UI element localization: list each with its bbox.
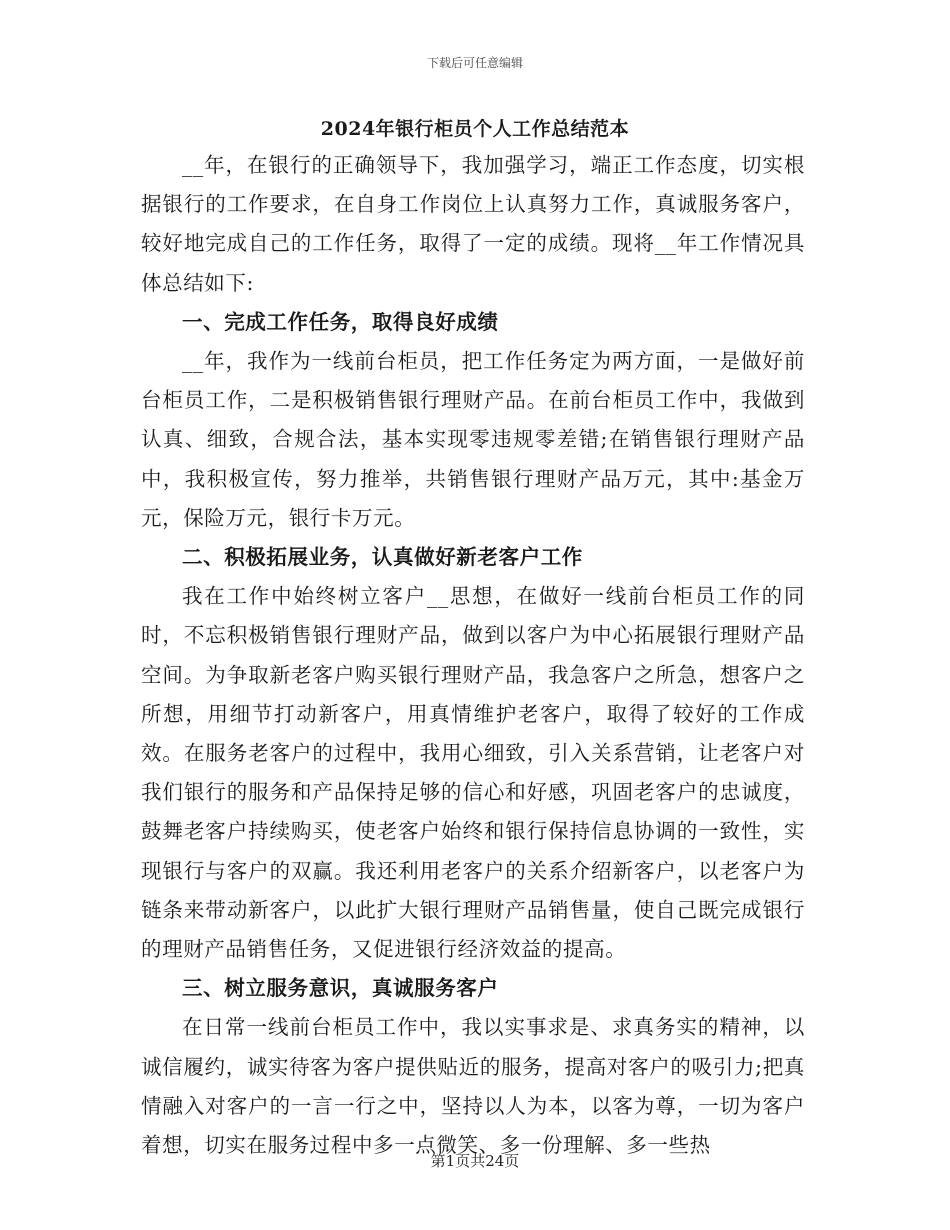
header-note: 下载后可任意编辑 xyxy=(426,56,523,70)
paragraph-section-1: __年，我作为一线前台柜员，把工作任务定为两方面，一是做好前台柜员工作，二是积极销售银行理财产品。在前台柜员工作中，我做到认真、细致，合规合法，基本实现零违规零差错;在销售银行理财产品中，我积极宣传，努力推举，共销售银行理财产品万元，其中:基金万元，保险万元，银行卡万元。 xyxy=(141,349,805,530)
document-title: 2024年银行柜员个人工作总结范本 xyxy=(320,118,630,140)
section-heading-1: 一、完成工作任务，取得良好成绩 xyxy=(182,309,499,334)
page-number-footer: 第1页共24页 xyxy=(430,1152,520,1170)
paragraph-section-2: 我在工作中始终树立客户__思想，在做好一线前台柜员工作的同时，不忘积极销售银行理财产品，做到以客户为中心拓展银行理财产品空间。为争取新老客户购买银行理财产品，我急客户之所急，想客户之所想，用细节打动新客户，用真情维护老客户，取得了较好的工作成效。在服务老客户的过程中，我用心细致，引入关系营销，让老客户对我们银行的服务和产品保持足够的信心和好感，巩固老客户的忠诚度，鼓舞老客户持续购买，使老客户始终和银行保持信息协调的一致性，实现银行与客户的双赢。我还利用老客户的关系介绍新客户，以老客户为链条来带动新客户，以此扩大银行理财产品销售量，使自己既完成银行的理财产品销售任务，又促进银行经济效益的提高。 xyxy=(141,584,805,962)
paragraph-intro: __年，在银行的正确领导下，我加强学习，端正工作态度，切实根据银行的工作要求，在自身工作岗位上认真努力工作，真诚服务客户，较好地完成自己的工作任务，取得了一定的成绩。现将__年工作情况具体总结如下: xyxy=(141,153,805,295)
paragraph-section-3: 在日常一线前台柜员工作中，我以实事求是、求真务实的精神，以诚信履约，诚实待客为客户提供贴近的服务，提高对客户的吸引力;把真情融入对客户的一言一行之中，坚持以人为本，以客为尊，一切为客户着想，切实在服务过程中多一点微笑、多一份理解、多一些热 xyxy=(141,1015,805,1158)
document-body xyxy=(141,146,805,1165)
section-heading-3: 三、树立服务意识，真诚服务客户 xyxy=(182,976,499,1001)
section-heading-2: 二、积极拓展业务，认真做好新老客户工作 xyxy=(182,545,583,570)
